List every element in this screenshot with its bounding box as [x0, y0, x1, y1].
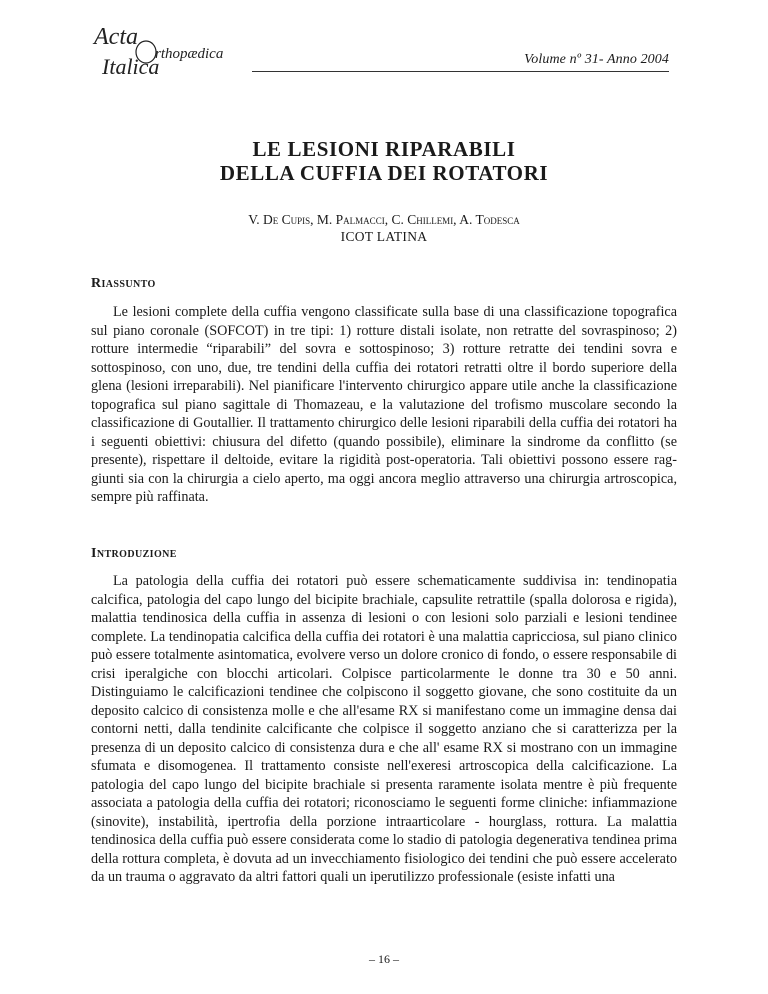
svg-text:rthopædica: rthopædica — [155, 46, 224, 62]
introduzione-paragraph: La patologia della cuffia dei rotatori può essere schematicamente suddivisa in: tendinopatia calcifica, patologia del capo lungo del bicipite brachiale, capsulite retrattile (spalla dolorosa e rigida), malattia tendinosica della cuffia in assenza di lesioni o con lesioni solo parziali e lesioni tendinee complete. La tendinopatia calcifica della cuffia dei rotatori è una malattia capricciosa, sul piano clinico può essere totalmente asintomatica, evolvere verso un dolore cronico di fondo, o essere responsabile di crisi iperalgiche con blocchi articolari. Colpisce particolarmente le donne tra 30 e 50 anni. Distinguiamo le calcificazioni tendinee che colpiscono il soggetto giovane, che sono costituite da un deposito calcico di consistenza molle e che all'esame RX si manifestano come un immagine densa dai contorni netti, dalla tendinite calcificante che colpisce il soggetto anziano che si caratterizza per la presenza di un deposito calcico di consistenza dura e che all' esame RX si mostrano con un immagine sfumata e disomogenea. Il trattamento consiste nell'exeresi artroscopica della calcificazione. La patologia del capo lungo del bicipite brachiale si presenta raramente isolata mentre è più frequente associata a patologia della cuffia dei rotatori; riconosciamo le seguenti forme cliniche: infiammazione (sinovite), instabilità, ipertrofia della porzione intraarticolare - hourglass, rottura. La malattia tendinosica della cuffia può essere considerata come lo stadio di patologia degenerativa tendinea prima della rottura completa, è dovuta ad un invecchiamento fisiologico dei tendini che può essere accelerato da un trauma o aggravato da altri fattori quali un iperutilizzo professionale (esiste infatti una — [91, 573, 677, 885]
article-title-line-1: LE LESIONI RIPARABILI — [252, 137, 516, 161]
article-affiliation: ICOT LATINA — [340, 229, 428, 244]
article-authors: V. De Cupis, M. Palmacci, C. Chillemi, A. Todesca — [248, 212, 520, 227]
article-title-line-2: DELLA CUFFIA DEI ROTATORI — [219, 161, 549, 185]
svg-text:Acta: Acta — [94, 24, 138, 50]
journal-logo — [92, 22, 252, 84]
header-rule — [252, 71, 669, 72]
riassunto-paragraph: Le lesioni complete della cuffia vengono classificate sulla base di una classificazione topografica sul piano coronale (SOFCOT) in tre tipi: 1) rotture distali isolate, non retratte del sovraspinoso; 2) rotture intermedie “riparabili” del sovra e sottospinoso; 3) rotture retratte dei tendini sovra e sottospinoso, con uno, due, tre tendini della cuffia dei rotatori retratti oltre il bordo superiore della glena (lesioni irreparabili). Nel pianificare l'intervento chirurgico appare utile anche la classificazione topografica sul piano sagittale di Thomazeau, e la valutazione del trofismo muscolare secondo la classificazione di Goutallier. Il trattamento chirurgico delle lesioni riparabili della cuffia dei rotatori ha i seguenti obiettivi: chiusura del difetto (quando possibile), eliminare la sindrome da conflitto (se presente), rispettare il deltoide, evitare la rigidità post-operatoria. Tali obiettivi possono essere raggiunti sia con la chirurgia a cielo aperto, ma oggi ancora meglio attraverso una chirurgia artroscopica, sempre più raffinata. — [91, 304, 677, 505]
section-heading-riassunto: Riassunto — [91, 276, 156, 291]
section-heading-introduzione: Introduzione — [91, 546, 177, 561]
journal-logo-graphic — [92, 22, 252, 84]
svg-text:Italica: Italica — [102, 54, 160, 79]
page-number: – 16 – — [369, 952, 399, 966]
volume-label: Volume nº 31- Anno 2004 — [524, 52, 669, 67]
